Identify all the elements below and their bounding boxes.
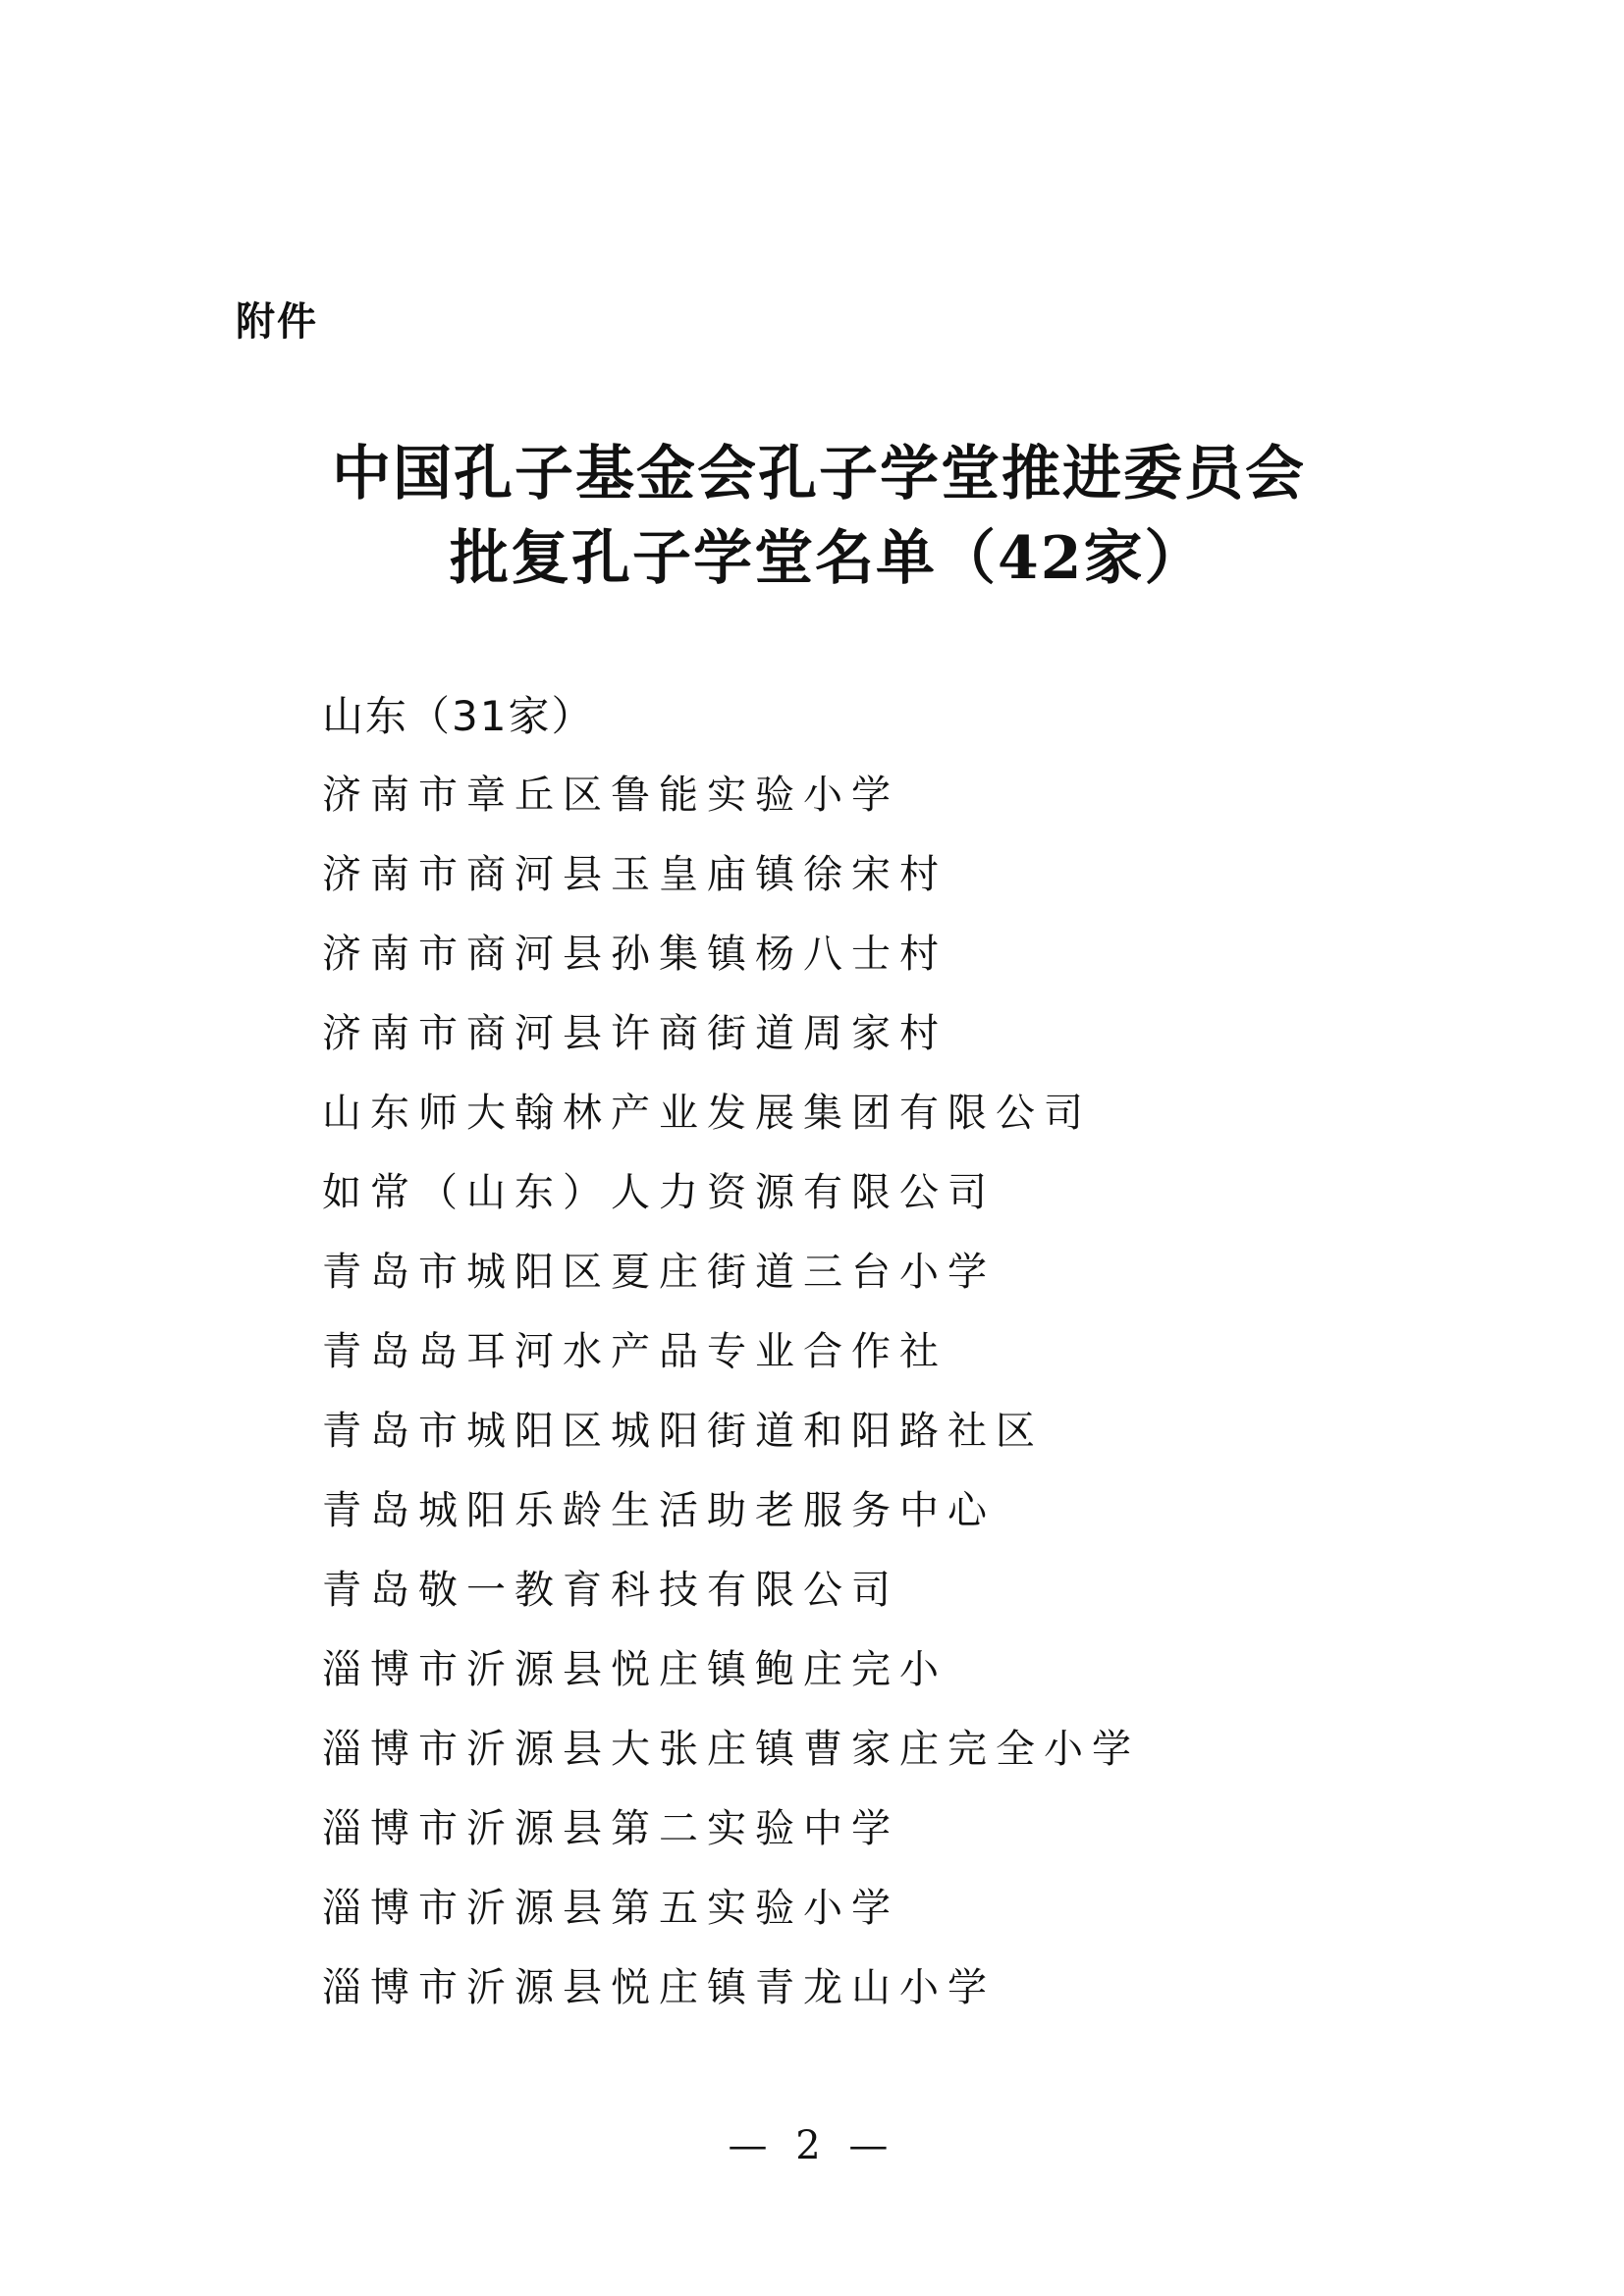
list-item: 济南市商河县孙集镇杨八士村	[322, 932, 947, 977]
document-title	[0, 432, 1624, 601]
list-item: 济南市章丘区鲁能实验小学	[322, 773, 899, 818]
title-line-1: 中国孔子基金会孔子学堂推进委员会	[332, 440, 1306, 508]
list-item: 青岛市城阳区城阳街道和阳路社区	[322, 1409, 1044, 1454]
institution-list	[322, 766, 1140, 2038]
section-heading-shandong: 山东（31家）	[322, 692, 595, 740]
list-item: 淄博市沂源县大张庄镇曹家庄完全小学	[322, 1727, 1140, 1772]
list-item: 青岛市城阳区夏庄街道三台小学	[322, 1250, 996, 1295]
list-item: 济南市商河县玉皇庙镇徐宋村	[322, 852, 947, 897]
list-item: 青岛城阳乐龄生活助老服务中心	[322, 1488, 996, 1533]
page-number: — 2 —	[728, 2123, 896, 2168]
list-item: 淄博市沂源县第二实验中学	[322, 1806, 899, 1851]
list-item: 淄博市沂源县悦庄镇鲍庄完小	[322, 1647, 947, 1692]
list-item: 济南市商河县许商街道周家村	[322, 1011, 947, 1056]
list-item: 如常（山东）人力资源有限公司	[322, 1170, 996, 1215]
list-item: 青岛敬一教育科技有限公司	[322, 1568, 899, 1613]
list-item: 淄博市沂源县第五实验小学	[322, 1886, 899, 1931]
list-item: 山东师大翰林产业发展集团有限公司	[322, 1091, 1092, 1136]
attachment-label: 附件	[236, 299, 318, 345]
list-item: 淄博市沂源县悦庄镇青龙山小学	[322, 1965, 996, 2010]
title-line-2: 批复孔子学堂名单（42家）	[450, 524, 1206, 593]
list-item: 青岛岛耳河水产品专业合作社	[322, 1329, 947, 1374]
